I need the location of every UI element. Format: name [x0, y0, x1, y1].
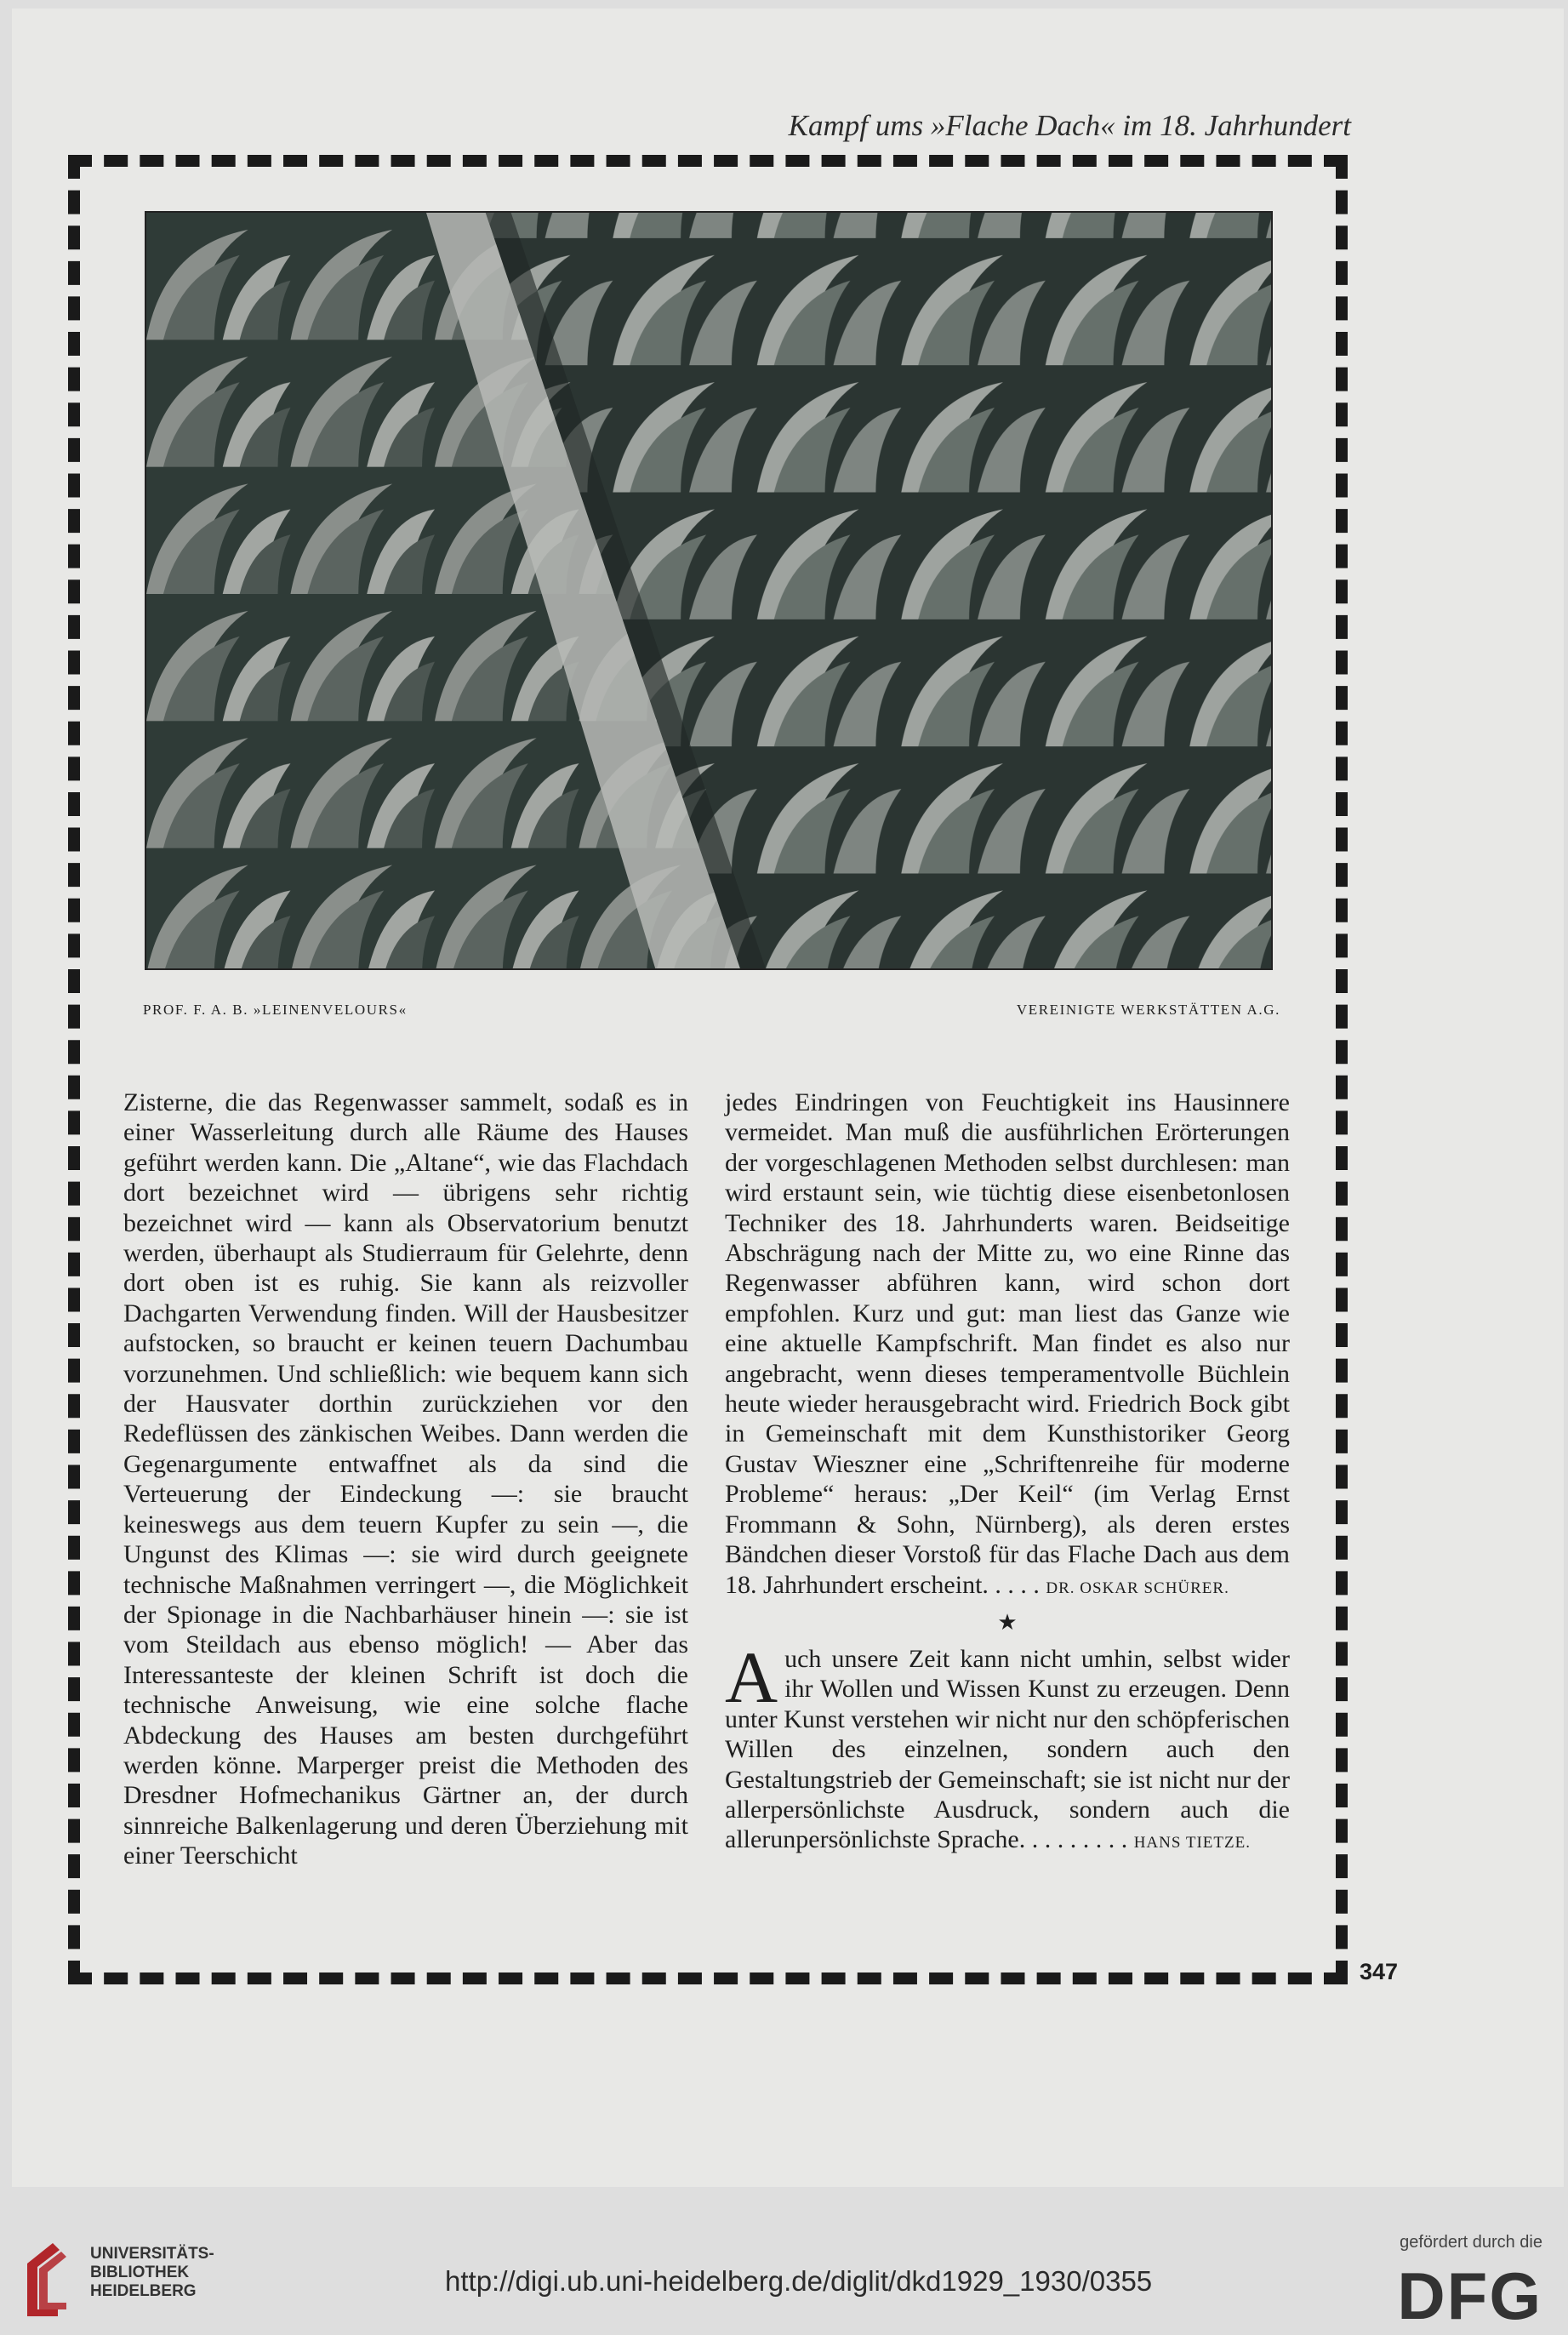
section-separator-star: ★ [997, 1609, 1018, 1635]
viewer-footer [0, 2187, 1568, 2335]
dfg-logo: DFG [1397, 2258, 1542, 2333]
figure-caption-right: VEREINIGTE WERKSTÄTTEN A.G. [1016, 1002, 1280, 1018]
running-header: Kampf ums »Flache Dach« im 18. Jahrhundert [788, 109, 1351, 142]
university-library-name: UNIVERSITÄTS- BIBLIOTHEK HEIDELBERG [90, 2245, 214, 2300]
fabric-pattern-image [146, 213, 1271, 968]
right-column-paragraph-1 [725, 1088, 1290, 1603]
author-signature-schuerer: DR. OSKAR SCHÜRER. [1046, 1579, 1229, 1597]
figure-caption-left: PROF. F. A. B. »LEINENVELOURS« [143, 1002, 408, 1018]
right-column-paragraph-2 [725, 1636, 1290, 1858]
right-column-text-2: uch unsere Zeit kann nicht umhin, selbst wider ihr Wollen und Wissen Kunst zu erzeugen. Denn unter Kunst verstehen wir nicht nur den schöpferischen Willen des einzelnen, sondern auch den Gestaltungstrieb der Gemeinschaft; sie ist nicht nur der allerpersönlichste Ausdruck, sondern auch die allerunpersönlichste Sprache. . . . . . . . . [725, 1644, 1290, 1854]
drop-cap-letter: A [725, 1636, 778, 1718]
document-url-link[interactable]: http://digi.ub.uni-heidelberg.de/diglit/dkd1929_1930/0355 [445, 2265, 1153, 2297]
author-signature-tietze: HANS TIETZE. [1133, 1834, 1251, 1853]
page-number: 347 [1360, 1959, 1399, 1984]
article-column-left [123, 1088, 688, 1871]
funding-note: gefördert durch die [1400, 2233, 1542, 2252]
fabric-photo [145, 211, 1273, 970]
right-column-text-1: jedes Eindringen von Feuchtigkeit ins Hausinnere vermeidet. Man muß die ausführlichen Erörterungen der vorgeschlagenen Methoden selbst durchlesen: man wird erstaunt sein, wie tüchtig diese eisenbetonlosen Techniker des 18. Jahrhunderts waren. Beidseitige Abschrägung nach der Mitte zu, wo eine Rinne das Regenwasser abführen kann, wird schon dort empfohlen. Kurz und gut: man liest das Ganze wie eine aktuelle Kampfschrift. Man findet es also nur angebracht, wenn dieses temperamentvolle Büchlein heute wieder herausgebracht wird. Friedrich Bock gibt in Gemeinschaft mit dem Kunsthistoriker Georg Gustav Wieszner eine „Schriftenreihe für moderne Probleme“ heraus: „Der Keil“ (im Verlag Ernst Frommann & Sohn, Nürnberg), als deren erstes Bändchen dieser Vorstoß für das Flache Dach aus dem 18. Jahrhundert erscheint. . . . . [725, 1088, 1290, 1599]
university-library-logo-icon [19, 2238, 75, 2320]
left-column-text: Zisterne, die das Regenwasser sammelt, sodaß es in einer Wasserleitung durch alle Räume des Hauses geführt werden kann. Die „Altane“, wie das Flachdach dort bezeichnet wird — übrigens sehr richtig bezeichnet wird — kann als Observatorium benutzt werden, überhaupt als Studierraum für Gelehrte, denn dort oben ist es ruhig. Sie kann als reizvoller Dachgarten Verwendung finden. Will der Hausbesitzer aufstocken, so braucht er keinen teuern Dachumbau vorzunehmen. Und schließlich: wie bequem kann sich der Hausvater dorthin zurückziehen vor den Redeflüssen des zänkischen Weibes. Dann werden die Gegenargumente entwaffnet als da sind die Verteuerung der Eindeckung —: sie braucht keineswegs aus dem teuern Kupfer zu sein —, die Ungunst des Klimas —: sie wird durch geeignete technische Maßnahmen verringert —, die Möglichkeit der Spionage in die Nachbarhäuser hinein —: sie ist vom Steildach aus ebenso möglich! — Aber das Interessanteste der kleinen Schrift ist doch die technische Anweisung, wie eine solche flache Abdeckung des Hauses am besten durchgeführt werden könne. Marperger preist die Methoden des Dresdner Hofmechanikus Gärtner an, der durch sinnreiche Balkenlagerung und deren Überziehung mit einer Teerschicht [123, 1088, 688, 1870]
article-column-right [725, 1088, 1290, 1858]
